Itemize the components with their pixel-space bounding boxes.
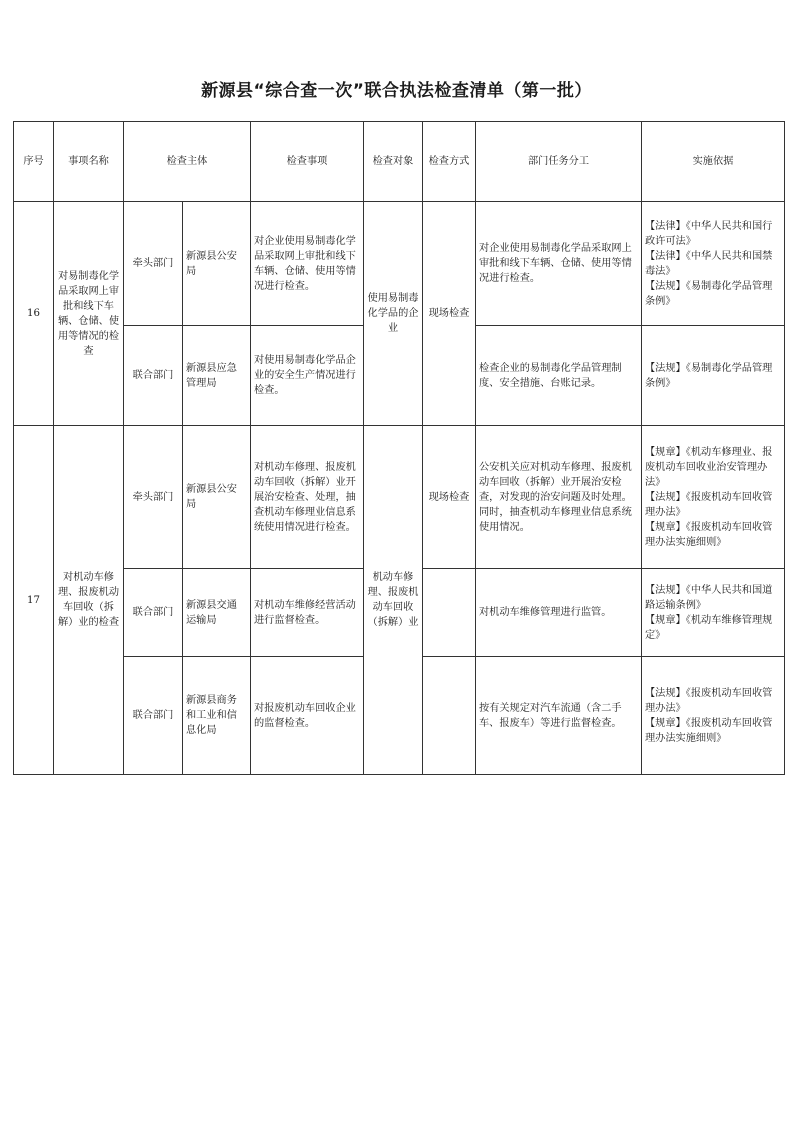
dept-name: 新源县应急管理局 — [183, 326, 251, 426]
table-row — [14, 202, 785, 326]
dept-role: 牵头部门 — [124, 426, 183, 569]
row-item-name: 对机动车修理、报废机动车回收（拆解）业的检查 — [54, 426, 124, 775]
inspection-method: 现场检查 — [423, 202, 476, 426]
legal-basis: 【法律】《中华人民共和国行政许可法》 【法律】《中华人民共和国禁毒法》 【法规】《易制毒化学品管理条例》 — [642, 202, 785, 326]
inspection-matter: 对使用易制毒化学品企业的安全生产情况进行检查。 — [251, 326, 364, 426]
legal-basis: 【法规】《报废机动车回收管理办法》 【规章】《报废机动车回收管理办法实施细则》 — [642, 657, 785, 775]
task-division: 对企业使用易制毒化学品采取网上审批和线下车辆、仓储、使用等情况进行检查。 — [476, 202, 642, 326]
inspection-matter: 对报废机动车回收企业的监督检查。 — [251, 657, 364, 775]
task-division: 公安机关应对机动车修理、报废机动车回收（拆解）业开展治安检查，对发现的治安问题及时处理。同时，抽查机动车修理业信息系统使用情况。 — [476, 426, 642, 569]
header-subject: 检查主体 — [124, 122, 251, 202]
header-basis: 实施依据 — [642, 122, 785, 202]
dept-name: 新源县商务和工业和信息化局 — [183, 657, 251, 775]
inspection-object: 机动车修理、报废机动车回收（拆解）业 — [364, 426, 423, 775]
task-division: 检查企业的易制毒化学品管理制度、安全措施、台账记录。 — [476, 326, 642, 426]
legal-basis: 【法规】《中华人民共和国道路运输条例》 【规章】《机动车维修管理规定》 — [642, 569, 785, 657]
dept-role: 联合部门 — [124, 326, 183, 426]
dept-role: 联合部门 — [124, 569, 183, 657]
header-row — [14, 122, 785, 202]
task-division: 对机动车维修管理进行监管。 — [476, 569, 642, 657]
header-item: 事项名称 — [54, 122, 124, 202]
inspection-matter: 对机动车修理、报废机动车回收（拆解）业开展治安检查、处理，抽查机动车修理业信息系统使用情况进行检查。 — [251, 426, 364, 569]
header-seq: 序号 — [14, 122, 54, 202]
dept-role: 牵头部门 — [124, 202, 183, 326]
table-row — [14, 426, 785, 569]
row-seq: 16 — [14, 202, 54, 426]
inspection-method-empty — [423, 657, 476, 775]
dept-name: 新源县公安局 — [183, 202, 251, 326]
task-division: 按有关规定对汽车流通（含二手车、报废车）等进行监督检查。 — [476, 657, 642, 775]
dept-name: 新源县公安局 — [183, 426, 251, 569]
dept-role: 联合部门 — [124, 657, 183, 775]
inspection-object: 使用易制毒化学品的企业 — [364, 202, 423, 426]
inspection-matter: 对机动车维修经营活动进行监督检查。 — [251, 569, 364, 657]
inspection-table — [13, 121, 785, 775]
header-method: 检查方式 — [423, 122, 476, 202]
inspection-matter: 对企业使用易制毒化学品采取网上审批和线下车辆、仓储、使用等情况进行检查。 — [251, 202, 364, 326]
dept-name: 新源县交通运输局 — [183, 569, 251, 657]
header-matter: 检查事项 — [251, 122, 364, 202]
legal-basis: 【规章】《机动车修理业、报废机动车回收业治安管理办法》 【法规】《报废机动车回收管理办法》 【规章】《报废机动车回收管理办法实施细则》 — [642, 426, 785, 569]
inspection-method: 现场检查 — [423, 426, 476, 569]
inspection-method-empty — [423, 569, 476, 657]
header-object: 检查对象 — [364, 122, 423, 202]
header-task: 部门任务分工 — [476, 122, 642, 202]
row-seq: 17 — [14, 426, 54, 775]
legal-basis: 【法规】《易制毒化学品管理条例》 — [642, 326, 785, 426]
document-title: 新源县“综合查一次”联合执法检查清单（第一批） — [201, 81, 592, 101]
row-item-name: 对易制毒化学品采取网上审批和线下车辆、仓储、使用等情况的检查 — [54, 202, 124, 426]
